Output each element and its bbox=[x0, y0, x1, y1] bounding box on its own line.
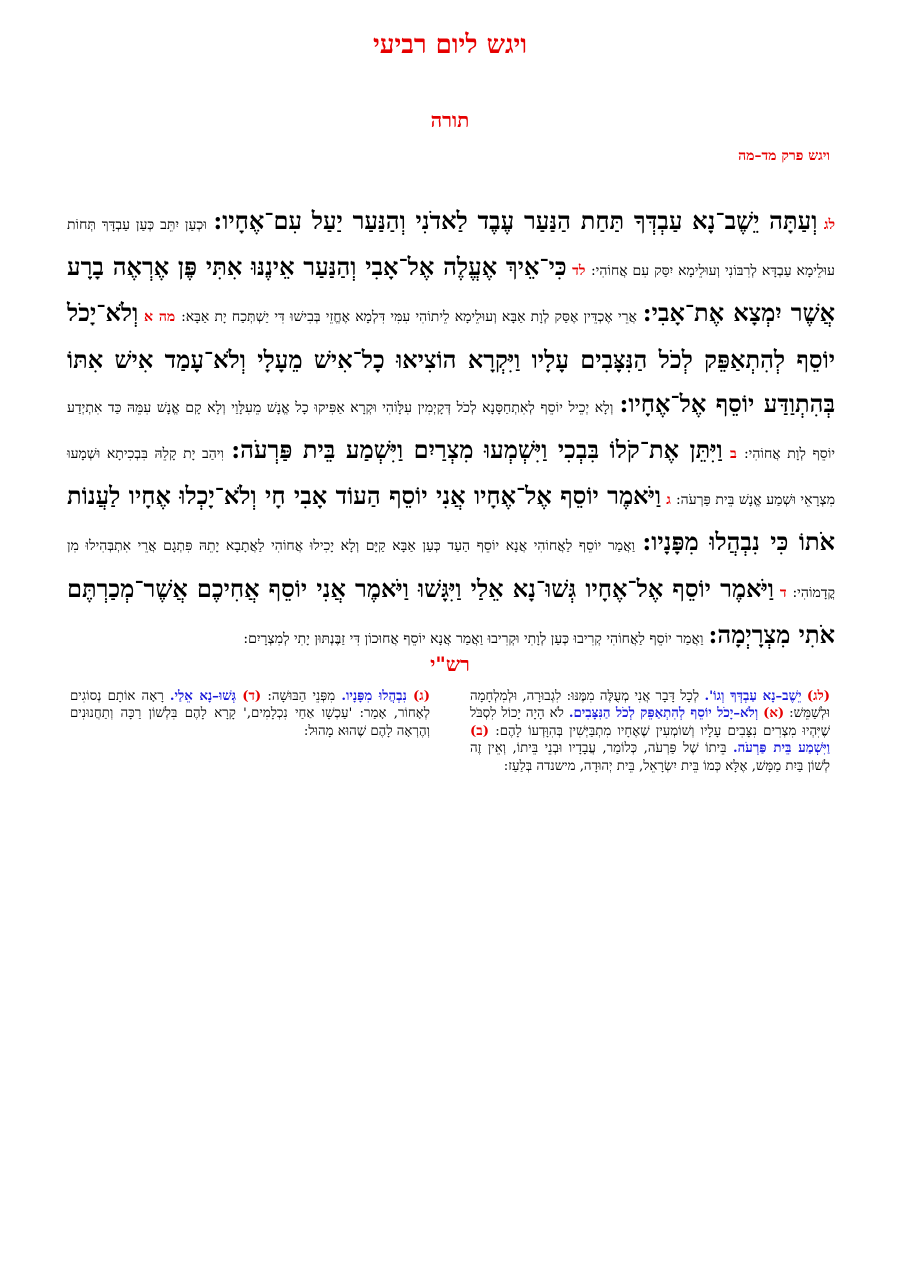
rashi-verse-ref: (ב) bbox=[470, 723, 489, 739]
rashi-dibur-hamatchil: יֵשֶׁב–נָא עַבְדְּךָ וְגוֹ'. bbox=[704, 689, 802, 704]
verse-hebrew: וַיִּתֵּן אֶת־קֹלוֹ בִּבְכִי וַיִּשְׁמְעוּ מִצְרַיִם וַיִּשְׁמַע בֵּית פַּרְעֹה: bbox=[231, 435, 723, 465]
rashi-commentary: בֵּיתוֹ שֶׁל פַּרְעֹה, כְּלוֹמַר, עֲבָדָיו וּבְנֵי בֵּיתוֹ, וְאֵין זֶה לְשׁוֹן בַּיִת מַמָּשׁ, אֶלָּא כְּמוֹ בֵּית יִשְׂרָאֵל, בֵּית יְהוּדָה, מישנדה בְּלַעַז: bbox=[470, 741, 830, 774]
verse-targum: וְלָא יְכֵיל יוֹסֵף לְאִתְחַסָּנָא לְכֹל דְּקָיְמִין עִלָּוֹהִי וּקְרָא אַפִּיקוּ כָל אֱנָשׁ מֵעִלָּוַי וְלָא קָם אֱנָשׁ עִמֵּהּ כַּד אִתְיְדַע יוֹסֵף לְוָת אֲחוֹהִי: bbox=[67, 399, 836, 463]
rashi-dibur-hamatchil: וַיִּשְׁמַע בֵּית פַּרְעֹה. bbox=[732, 741, 830, 757]
rashi-verse-ref: (לג) bbox=[806, 689, 831, 704]
rashi-column-left bbox=[70, 688, 430, 740]
rashi-verse-ref: (א) bbox=[763, 706, 785, 722]
verse-hebrew: כִּי־אֵיךְ אֶעֱלֶה אֶל־אָבִי וְהַנַּעַר אֵינֶנּוּ אִתִּי פֶּן אֶרְאֶה בָרָע אֲשֶׁר יִמְצָא אֶת־אָבִי: bbox=[67, 252, 835, 328]
rashi-commentary: מִפְּנֵי הַבּוּשָׁה: bbox=[267, 689, 336, 704]
verse-hebrew: וְלֹא־יָכֹל יוֹסֵף לְהִתְאַפֵּק לְכֹל הַנִּצָּבִים עָלָיו וַיִּקְרָא הוֹצִיאוּ כָל־אִישׁ מֵעָלָי וְלֹא־עָמַד אִישׁ אִתּוֹ בְּהִתְוַדַּע יוֹסֵף אֶל־אֶחָיו: bbox=[67, 298, 836, 418]
verse-number: לג bbox=[823, 217, 836, 233]
rashi-commentary: רָאָה אוֹתָם נְסוֹגִים לְאָחוֹר, אָמַר: 'עַכְשָׁו אַחַי נִכְלָמִים,' קָרָא לָהֶם בִּלְשׁוֹן רַכָּה וְתַחֲנוּנִים וְהֶרְאָה לָהֶם שֶׁהוּא מָהוּל: bbox=[70, 689, 430, 739]
rashi-commentary: לְכָל דָּבָר אֲנִי מְעֻלֶּה מִמֶּנּוּ: לִגְבוּרָה, וּלְמִלְחָמָה וּלְשַׁמֵּשׁ: bbox=[470, 689, 830, 722]
verse-hebrew: וְעַתָּה יֵשֶׁב־נָא עַבְדְּךָ תַּחַת הַנַּעַר עֶבֶד לַאדֹנִי וְהַנַּעַר יַעַל עִם־אֶחָיו: bbox=[213, 206, 818, 235]
rashi-dibur-hamatchil: נִבְהֲלוּ מִפָּנָיו. bbox=[341, 689, 407, 704]
verse-targum: וּכְעַן יִתֵּב כְּעַן עַבְדָּךְ תְּחוֹת עוּלֵימָא עַבְדָּא לְרִבּוֹנִי וְעוּלֵימָא יִסַּק עִם אֲחוֹהִי: bbox=[67, 217, 835, 280]
verse-hebrew: וַיֹּאמֶר יוֹסֵף אֶל־אֶחָיו גְּשׁוּ־נָא אֵלַי וַיִּגָּשׁוּ וַיֹּאמֶר אֲנִי יוֹסֵף אֲחִיכֶם אֲשֶׁר־מְכַרְתֶּם אֹתִי מִצְרָיְמָה: bbox=[67, 573, 835, 649]
rashi-column-right bbox=[470, 688, 830, 775]
verse-number: ג bbox=[666, 492, 671, 509]
verse-targum: וַאֲמַר יוֹסֵף לַאֲחוֹהִי אֲנָא יוֹסֵף הַעַד כְּעַן אַבָּא קַיָּם וְלָא יָכִילוּ אֲחוֹהִי לַאֲתָבָא יָתֵהּ פִּתְגָם אֲרֵי אִתְבְּהִילוּ מִן קֳדָמוֹהִי: bbox=[67, 538, 835, 601]
rashi-verse-ref: (ד) bbox=[242, 689, 262, 704]
verse-number: ב bbox=[729, 446, 737, 463]
page-title: ויגש ליום רביעי bbox=[372, 30, 528, 60]
verse-number: א bbox=[144, 309, 154, 326]
section-heading: תורה bbox=[430, 108, 470, 132]
rashi-dibur-hamatchil: וְלֹא–יָכֹל יוֹסֵף לְהִתְאַפֵּק לְכֹל הַנִּצָּבִים. bbox=[568, 706, 759, 722]
rashi-heading: רש"י bbox=[430, 652, 470, 676]
verse-number: ד bbox=[779, 584, 787, 601]
verse-targum: וִיהַב יָת קָלֵהּ בִּבְכִיתָא וּשְׁמָעוּ מִצְרָאֵי וּשְׁמַע אֱנָשׁ בֵּית פַּרְעֹה: bbox=[67, 446, 836, 509]
verse-targum: אֲרֵי אֶכְדֵּין אֶסַּק לְוָת אַבָּא וְעוּלֵימָא לֵיתוֹהִי עִמִּי דִּלְמָא אֶחֱזֵי בְּבִישׁוּ דִּי יַשְׁתְּכַח יָת אַבָּא: bbox=[181, 309, 637, 326]
chapter-number: מה bbox=[158, 309, 176, 326]
verse-hebrew: וַיֹּאמֶר יוֹסֵף אֶל־אֶחָיו אֲנִי יוֹסֵף הַעוֹד אָבִי חָי וְלֹא־יָכְלוּ אֶחָיו לַעֲנוֹת אֹתוֹ כִּי נִבְהֲלוּ מִפָּנָיו: bbox=[67, 481, 836, 557]
chapter-reference: ויגש פרק מד–מה bbox=[738, 148, 830, 164]
rashi-verse-ref: (ג) bbox=[413, 689, 430, 704]
rashi-commentary: לֹא הָיָה יָכוֹל לִסְבֹּל שֶׁיִּהְיוּ מִצְרִים נִצָּבִים עָלָיו וְשׁוֹמְעִין שֶׁאֶחָיו מִתְבַּיְּשִׁין בְּהִוָּדְעוֹ לָהֶם: bbox=[470, 706, 830, 739]
torah-text bbox=[67, 200, 835, 660]
verse-number: לד bbox=[572, 263, 586, 280]
rashi-dibur-hamatchil: גְּשׁוּ–נָא אֵלַי. bbox=[169, 689, 237, 704]
verse-targum: וַאֲמַר יוֹסֵף לַאֲחוֹהִי קְרִיבוּ כְּעַן לְוָתִי וּקְרִיבוּ וַאֲמַר אֲנָא יוֹסֵף אֲחוּכוֹן דִּי זַבֶּנְתּוּן יָתִי לְמִצְרָיִם: bbox=[243, 630, 704, 647]
